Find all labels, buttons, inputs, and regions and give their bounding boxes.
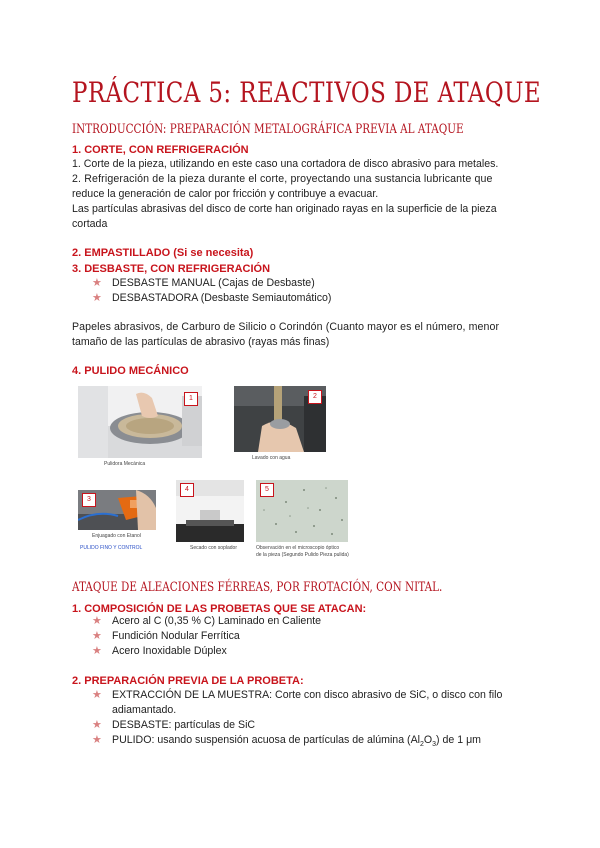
section-desbaste: 3. DESBASTE, CON REFRIGERACIÓN: [72, 263, 271, 275]
composicion-list: [92, 614, 532, 659]
photo-number: 4: [180, 483, 194, 497]
text-line: reduce la generación de calor por fricción y contribuye a evacuar.: [72, 188, 379, 200]
photo-number: 2: [308, 390, 322, 404]
photo-enjuagado: [78, 490, 156, 530]
corte-paragraph: [72, 157, 528, 232]
section-composicion: 1. COMPOSICIÓN DE LAS PROBETAS QUE SE ATACAN:: [72, 603, 367, 615]
photo-caption: Observación en el microscopio óptico: [256, 545, 340, 551]
star-bullet-icon: ★: [92, 630, 102, 642]
list-item: ★ DESBASTE MANUAL (Cajas de Desbaste): [92, 277, 315, 289]
photo-secado: [176, 480, 244, 542]
preparacion-list: [92, 688, 532, 752]
star-bullet-icon: ★: [92, 277, 102, 289]
star-bullet-icon: ★: [92, 615, 102, 627]
desbaste-list: [92, 276, 532, 306]
text-line: tamaño de las partículas de abrasivo (rayas más finas): [72, 336, 330, 348]
photo-observacion: [256, 480, 348, 542]
section-empastillado: 2. EMPASTILLADO (Si se necesita): [72, 247, 254, 259]
star-bullet-icon: ★: [92, 719, 102, 731]
section-preparacion: 2. PREPARACIÓN PREVIA DE LA PROBETA:: [72, 675, 304, 687]
photo-number: 3: [82, 493, 96, 507]
list-item: ★ DESBASTADORA (Desbaste Semiautomático): [92, 292, 332, 304]
star-bullet-icon: ★: [92, 689, 102, 701]
photo-number: 1: [184, 392, 198, 406]
list-item: ★ Acero Inoxidable Dúplex: [92, 645, 227, 657]
photo-caption: Enjuagado con Etanol: [92, 533, 141, 539]
papeles-paragraph: [72, 320, 528, 350]
text-line: Las partículas abrasivas del disco de corte han originado rayas en la superficie de la pieza: [72, 203, 497, 215]
list-item: ★ EXTRACCIÓN DE LA MUESTRA: Corte con disco abrasivo de SiC, o disco con filo adiamantado.: [92, 689, 503, 716]
photo-caption-2: de la pieza (Segundo Pulido Pieza pulida): [256, 552, 349, 558]
page-title: PRÁCTICA 5: REACTIVOS DE ATAQUE: [72, 76, 542, 109]
list-item: ★ PULIDO: usando suspensión acuosa de partículas de alúmina $(Al_2O_3)$ de 1 μm: [92, 734, 482, 749]
photo-number: 5: [260, 483, 274, 497]
star-bullet-icon: ★: [92, 645, 102, 657]
list-item: ★ Acero al C (0,35 % C) Laminado en Caliente: [92, 615, 322, 627]
section-corte: 1. CORTE, CON REFRIGERACIÓN: [72, 144, 249, 156]
photo-caption: Lavado con agua: [252, 455, 291, 461]
text-line: 2. Refrigeración de la pieza durante el corte, proyectando una sustancia lubricante que: [72, 173, 493, 185]
list-item: ★ DESBASTE: partículas de SiC: [92, 719, 256, 731]
intro-heading: INTRODUCCIÓN: PREPARACIÓN METALOGRÁFICA PREVIA AL ATAQUE: [72, 122, 464, 137]
list-item: ★ Fundición Nodular Ferrítica: [92, 630, 240, 642]
text-line: cortada: [72, 218, 108, 230]
photo-caption: Secado con soplador: [190, 545, 237, 551]
section-pulido: 4. PULIDO MECÁNICO: [72, 365, 189, 377]
star-bullet-icon: ★: [92, 292, 102, 304]
text-line: 1. Corte de la pieza, utilizando en este caso una cortadora de disco abrasivo para metales.: [72, 158, 499, 170]
photo-caption: Pulidora Mecánica: [104, 461, 146, 467]
text-line: Papeles abrasivos, de Carburo de Silicio o Corindón (Cuanto mayor es el número, menor: [72, 321, 500, 333]
photo-caption-blue: PULIDO FINO Y CONTROL: [80, 545, 143, 551]
photo-pulidora: [78, 386, 202, 458]
star-bullet-icon: ★: [92, 734, 102, 746]
photo-lavado: [234, 386, 326, 452]
ataque-heading: ATAQUE DE ALEACIONES FÉRREAS, POR FROTACIÓN, CON NITAL.: [72, 580, 443, 595]
